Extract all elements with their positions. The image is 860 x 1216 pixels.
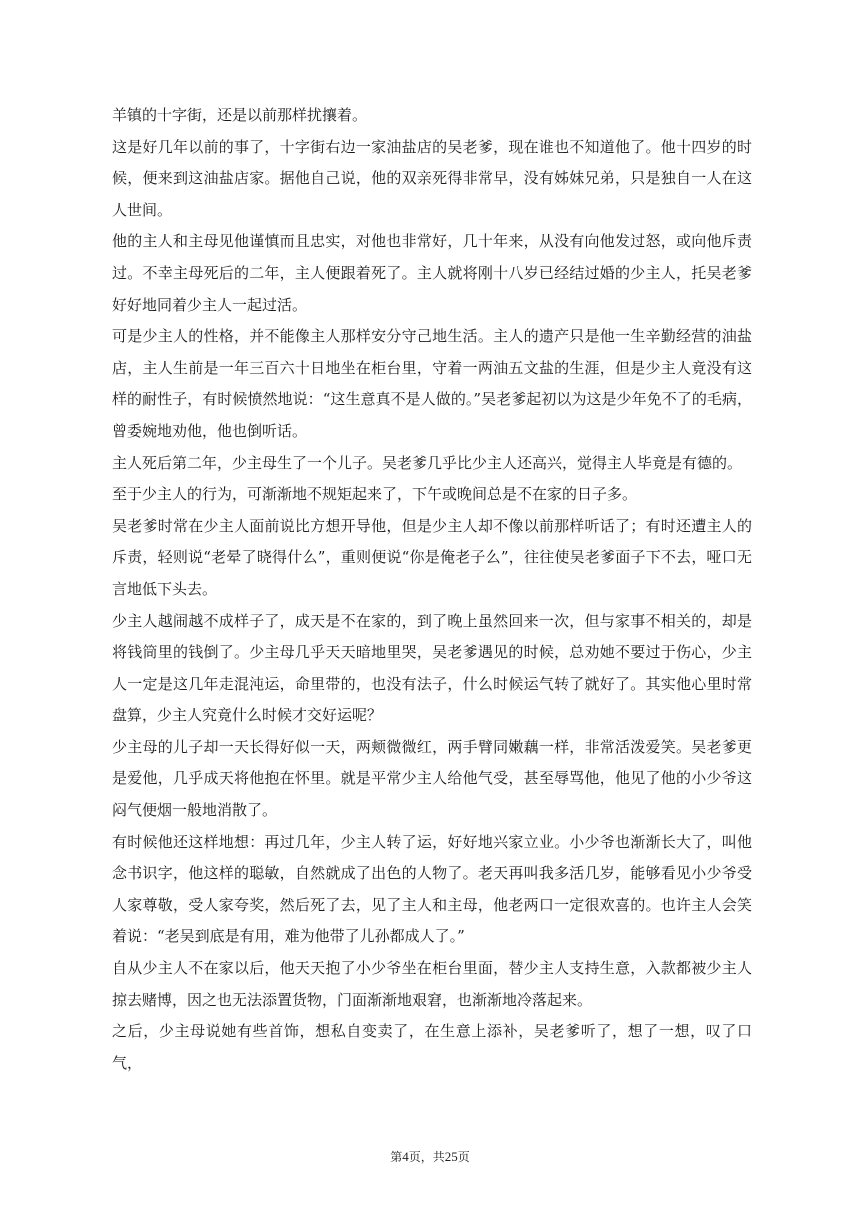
paragraph: 这是好几年以前的事了，十字街右边一家油盐店的吴老爹，现在谁也不知道他了。他十四岁的时候，便来到这油盐店家。据他自己说，他的双亲死得非常早，没有姊妹兄弟，只是独自一人在这人世间。 [112, 137, 752, 219]
paragraph: 吴老爹时常在少主人面前说比方想开导他，但是少主人却不像以前那样听话了；有时还遭主人的斥责，轻则说“老晕了晓得什么”，重则便说“你是俺老子么”，往往使吴老爹面子下不去，哑口无言地低下头去。 [112, 516, 752, 598]
article-body [112, 100, 752, 1079]
footer-middle: 页，共 [408, 1150, 445, 1164]
footer-suffix: 页 [457, 1150, 470, 1164]
paragraph: 主人死后第二年，少主母生了一个儿子。吴老爹几乎比少主人还高兴，觉得主人毕竟是有德的。 [112, 453, 743, 472]
paragraph: 可是少主人的性格，并不能像主人那样安分守己地生活。主人的遗产只是他一生辛勤经营的油盐店，主人生前是一年三百六十日地坐在柜台里，守着一两油五文盐的生涯，但是少主人竟没有这样的耐性子，有时候愤然地说：“这生意真不是人做的。”吴老爹起初以为这是少年免不了的毛病，曾委婉地劝他，他也倒听话。 [112, 327, 752, 440]
paragraph: 羊镇的十字街，还是以前那样扰攘着。 [112, 106, 368, 124]
paragraph: 至于少主人的行为，可渐渐地不规矩起来了，下午或晚间总是不在家的日子多。 [112, 485, 638, 504]
page-footer [0, 1149, 860, 1165]
footer-prefix: 第 [390, 1150, 403, 1164]
paragraph: 之后，少主母说她有些首饰，想私自变卖了，在生意上添补，吴老爹听了，想了一想，叹了口气， [112, 1022, 752, 1072]
paragraph: 少主母的儿子却一天长得好似一天，两颊微微红，两手臂同嫩藕一样，非常活泼爱笑。吴老爹更是爱他，几乎成天将他抱在怀里。就是平常少主人给他气受，甚至辱骂他，他见了他的小少爷这闷气便烟一般地消散了。 [112, 737, 752, 820]
paragraph: 他的主人和主母见他谨慎而且忠实，对他也非常好，几十年来，从没有向他发过怒，或向他斥责过。不幸主母死后的二年，主人便跟着死了。主人就将刚十八岁已经结过婚的少主人，托吴老爹好好地同着少主人一起过活。 [112, 232, 752, 314]
current-page-number: 4 [402, 1149, 409, 1164]
paragraph: 自从少主人不在家以后，他天天抱了小少爷坐在柜台里面，替少主人支持生意，入款都被少主人掠去赌博，因之也无法添置货物，门面渐渐地艰窘，也渐渐地冷落起来。 [112, 959, 752, 1009]
paragraph: 有时候他还这样地想：再过几年，少主人转了运，好好地兴家立业。小少爷也渐渐长大了，叫他念书识字，他这样的聪敏，自然就成了出色的人物了。老天再叫我多活几岁，能够看见小少爷受人家尊敬，受人家夸奖，然后死了去，见了主人和主母，他老两口一定很欢喜的。也许主人会笑着说：“老吴到底是有用，难为他带了儿孙都成人了。” [112, 832, 752, 946]
paragraph: 少主人越闹越不成样子了，成天是不在家的，到了晚上虽然回来一次，但与家事不相关的，却是将钱筒里的钱倒了。少主母几乎天天暗地里哭，吴老爹遇见的时候，总劝她不要过于伤心，少主人一定是这几年走混沌运，命里带的，也没有法子，什么时候运气转了就好了。其实他心里时常盘算，少主人究竟什么时候才交好运呢？ [112, 611, 752, 725]
total-page-count: 25 [444, 1149, 458, 1164]
